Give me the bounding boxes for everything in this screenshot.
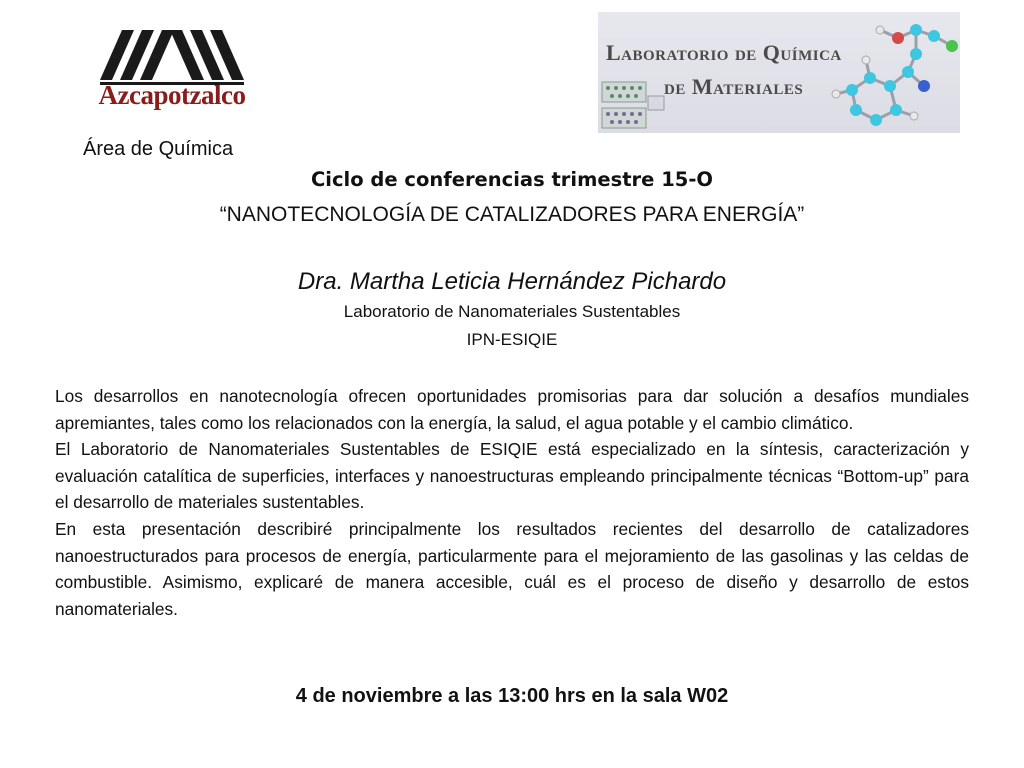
abstract-paragraph: En esta presentación describiré principalmente los resultados recientes del desarrollo de catalizadores nanoestructurados para procesos de energía, particularmente para el mejoramiento de las gasolinas y las celdas de combustible. Asimismo, explicaré de manera accesible, cuál es el proceso de diseño y desarrollo de estos nanomateriales. (55, 518, 969, 619)
speaker-institution: IPN-ESIQIE (466, 330, 558, 349)
area-label: Área de Química (83, 138, 234, 160)
molecule-icon (598, 12, 960, 133)
uam-logo-text: Azcapotzalco (98, 80, 246, 110)
abstract-paragraph: El Laboratorio de Nanomateriales Sustentables de ESIQIE está especializado en la síntesis, caracterización y evaluación catalítica de superficies, interfaces y nanoestructuras empleando principalmente técnicas “Bottom-up” para el desarrollo de materiales sustentables. (55, 439, 969, 513)
date-and-venue: 4 de noviembre a las 13:00 hrs en la sala W02 (295, 685, 729, 707)
speaker-name: Dra. Martha Leticia Hernández Pichardo (297, 268, 727, 295)
abstract-paragraph: Los desarrollos en nanotecnología ofrecen oportunidades promisorias para dar solución a desafíos mundiales apremiantes, tales como los relacionados con la energía, la salud, el agua potable y el cambio climático. (55, 386, 969, 433)
lab-logo-title-line2: de Materiales (664, 74, 804, 99)
conference-cycle-heading: Ciclo de conferencias trimestre 15-O (311, 168, 713, 191)
lab-banner-logo (598, 12, 960, 133)
talk-title: “NANOTECNOLOGÍA DE CATALIZADORES PARA ENERGÍA” (219, 203, 805, 226)
abstract (55, 383, 969, 622)
lab-logo-title-line1: Laboratorio de Química (606, 40, 842, 65)
speaker-laboratory: Laboratorio de Nanomateriales Sustentables (343, 302, 681, 321)
